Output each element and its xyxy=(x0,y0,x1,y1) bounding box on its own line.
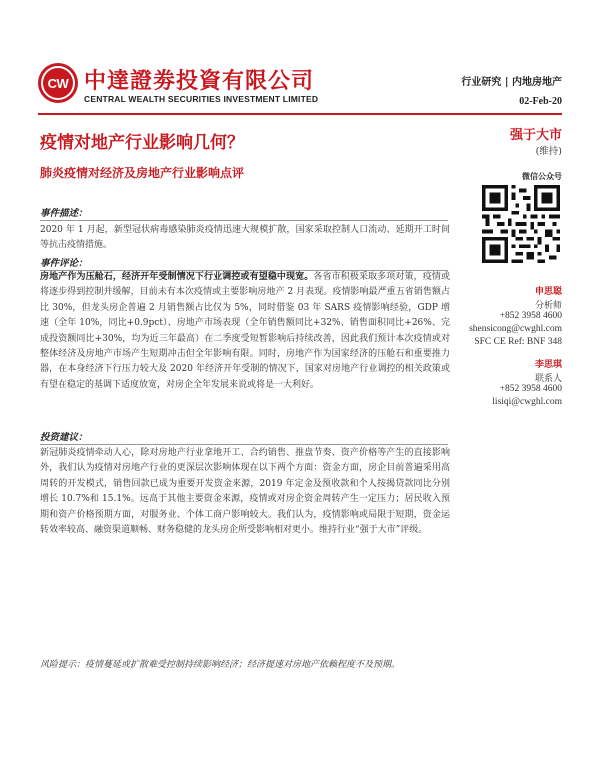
company-name-en: CENTRAL WEALTH SECURITIES INVESTMENT LIMITED xyxy=(84,94,319,104)
comment-paragraph xyxy=(40,270,450,393)
page-subtitle: 肺炎疫情对经济及房地产行业影响点评 xyxy=(40,166,245,180)
page-title: 疫情对地产行业影响几何？ xyxy=(40,133,244,153)
qr-code-icon xyxy=(482,185,560,263)
logo-mark: CW xyxy=(41,66,75,100)
advice-paragraph: 新冠肺炎疫情牵动人心，除对房地产行业拿地开工、合约销售、推盘节奏、资产价格等产生的直接影响外，我们认为疫情对房地产行业的更深层次影响体现在以下两个方面：资金方面，房企目前普遍采用高周转的开发模式，销售回款已成为重要开发资金来源，2019 年定金及预收款和个人按揭贷款同比分别增长 10.7%和 15.1%。远高于其他主要资金来源，疫情或对房企资金周转产生一定压力；居民收入预期和资产价格预期方面，对服务业、个体工商户影响较大。我们认为，疫情影响或局限于短期，资金运转效率较高、融资渠道顺畅、财务稳健的龙头房企所受影响相对更小。维持行业“强于大市”评级。 xyxy=(40,448,450,536)
rating-status: (维持) xyxy=(535,146,562,157)
contact-role: 联系人 xyxy=(534,374,562,384)
report-date: 02-Feb-20 xyxy=(519,96,562,107)
wechat-label: 微信公众号 xyxy=(522,171,562,181)
contact-email[interactable]: lisiqi@cwghl.com xyxy=(492,397,562,407)
contact-name: 李思琪 xyxy=(534,360,562,370)
header-divider xyxy=(38,113,562,115)
analyst-role: 分析师 xyxy=(534,301,562,311)
analyst-email[interactable]: shensicong@cwghl.com xyxy=(469,324,562,334)
report-category: 行业研究 | 内地房地产 xyxy=(461,77,562,88)
wechat-qr-code xyxy=(482,185,560,263)
section-heading-advice: 投资建议： xyxy=(40,429,448,445)
company-name-cn: 中達證劵投資有限公司 xyxy=(84,69,315,94)
section-heading-comment: 事件评论： xyxy=(40,255,448,271)
event-paragraph: 2020 年 1 月起，新型冠状病毒感染肺炎疫情迅速大规模扩散，国家采取控制人口流动、延期开工时间等抗击疫情措施。 xyxy=(40,225,450,251)
comment-body: 各省市积极采取多项对策，疫情或将逐步得到控制并缓解，目前未有本次疫情或主要影响房地产 2 月表现。疫情影响最严重五省销售额占比 30%，但龙头房企普遍 2 月销售额占比仅为 5%，同时借鉴 03 年 SARS 疫情影响经验，GDP 增速（全年 10%，同比+0.9pct）、房地产市场表现（全年销售额同比+32%、销售面积同比+26%、完成投资额同比+30%，均为近三年最高）在二季度受短暂影响后持续改善，因此我们预计本次疫情或对整体经济及房地产市场产生短期冲击但全年影响有限。同时，房地产作为国家经济的压舱石和重要推力器，在本身经济下行压力较大及 2020 年经济开年受制的情况下，国家对房地产行业调控的相关政策或有望在稳定的基调下适度放宽，对房企全年发展来说或将是一大利好。 xyxy=(40,272,450,390)
contact-phone: +852 3958 4600 xyxy=(499,384,562,394)
comment-lead: 房地产作为压舱石，经济开年受制情况下行业调控或有望稳中现宽。 xyxy=(40,272,314,282)
analyst-license: SFC CE Ref: BNF 348 xyxy=(474,337,562,347)
analyst-phone: +852 3958 4600 xyxy=(499,311,562,321)
analyst-name: 申思聪 xyxy=(534,287,562,297)
risk-note: 风险提示：疫情蔓延或扩散难受控制持续影响经济；经济提速对房地产依赖程度不及预期。 xyxy=(40,660,401,670)
industry-rating: 强于大市 xyxy=(509,128,562,143)
company-logo xyxy=(38,63,78,103)
section-heading-event: 事件描述： xyxy=(40,205,448,221)
